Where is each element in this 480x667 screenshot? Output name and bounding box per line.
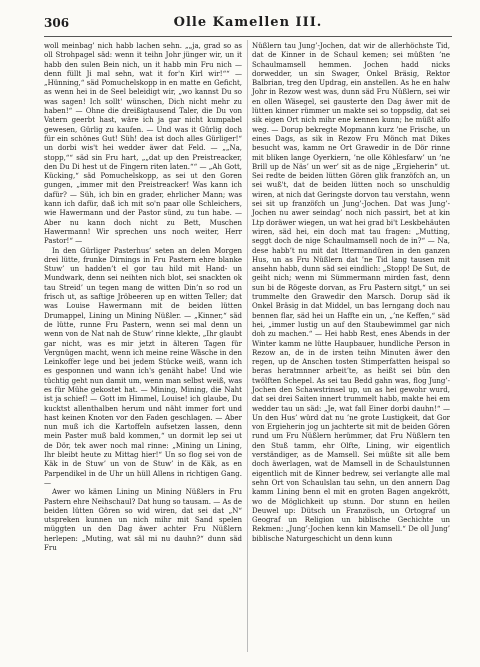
paragraph: Nüßlern tau Jung’-Jochen, dat wir de allerhöchste Tid, dat de Kinner in de Schaul kemen; sei müßten ’ne Schaulmamsell hemmen. Jochen hadd nicks dorwedder, un sin Swager, Onkel Bräsig, Rektor Balbrian, treg den Updrag, ein anstellen. As he en halw Johr in Rezow west was, dunn säd Fru Nüßlern, sei wir en ollen Wäsegel, sei gausterte den Dag äwer mit de lütten kinner rümmer un makte sei so toppsdig, dat sei sik eigen Ort nich mihr ene kennen kunn; he müßt alfo weg. — Dorup bekregte Mopmann kurz ’ne Frische, un eines Dags, as sik in Rezow Fru Mönch mat Dikes besucht was, kamm ne Ort Grawedir in de Dör rinne mit bliken lange Oyerkiern, ’ne olle Köhlesfarw’ un ’ne Brill up de Näs’ un wer’ sit as de nige „Ergieherin“ ut. Sei redte de beiden lütten Gören glik franzöfch an, un sei wuß't, dat de beiden lütten noch so unschuldig wiren, at nich dat Geringste dorvon tau verstahn, wenn sei sit up franzöfch un Jung’-Jochen. Dat was Jung’-Jochen nu awer seindag’ noch nich passirt, bet at kin Ltp doräwer wiegen, un wat hei grad bi't Leskbehäuten wiren, säd hei, ein doch mat tau fragen: „Mutting, seggt doch de nige Schaulmamsell noch de in?“ — Na, dese habb’t nu mit dat Ittermandüren in den ganzen Hus, un as Fru Nüßlern dat ’ne Tid lang tausen mit ansehn habb, dunn säd sei eindlich: „Stopp! De Sut, de geiht nich; wenn mi Sümmermann mirden fast, denn sun bi de Rögeste dorvan, as Fru Pastern sitgt,“ un sei trummelte den Grawedir den Marsch. Dorup säd ik Onkel Bräsig in dat Middel, un bas Ierngang doch nau bennen flar, säd hei un Haffte ein un, „’ne Keffen,“ säd hei, „immer lustig un auf den Staubewimmel gar nich doh zu machen.“ — Hei habb Rest, enes Abends in der Winter kamm ne lütte Haupbauer, hundliche Person in Rezow an, de in de irsten teihn Minuten äwer den regen, up de Anschen tosten Stimperfatten heispal so beras heratmnner arbeit’te, as heißt sei bün den twölften Schepel. As sei tau Bedd gahn was, flog Jung’-Jochen den Schawstrinsel up, un as hei gewohr wurd, dat sei drei Saiten innert trummelt habb, makte hei em wedder tau un säd: „Je, wat fall Einer dorbi dauhn!“ — Un den Hus’ würd dat nu ’ne grote Lustigkeit, dat Gor von Ergieherin jog un jachterte sit mit de beiden Gören rund um Fru Nüßlern herümmer, dat Fru Nüßlern ten den Stuß tamm, ehr Olfte, Lining, wir eigentlich verständiger, as de Mamsell. Sei müßte sit alle bem doch äwerlagen, wat de Mamsell in de Schaulstunnen eigentlich mit de Kinner bedrew, sei verlangte alle mal sehn Ort von Schaulslan tau sehn, un den annern Dag kamm Lining benn el mit en groten Bagen angekrött, wo de Möglichkeit up stunn. Dor stunn en heilen Deuwel up: Dütsch un Französch, un Ortograf un Geograf un Religion un biblische Gechichte un Rekmen: „Jung’-Jochen kenn kin Mamsell.“ De oll Jung’ biblische Naturgeschicht un denn kunn <box>252 42 450 543</box>
page-header <box>44 14 452 37</box>
right-column <box>252 42 450 544</box>
paragraph: Awer wo kämen Lining un Mining Nüßlers in Fru Pastern ehre Neihschaul? Dat hung so tausam. — As de beiden lütten Gören so wid wiren, dat sei dat „N“ utspreken kunnen un nich mihr mit Sand spelen müggten un den Dag äwer achter Fru Nüßlern herlepen: „Muting, wat säl mi nu dauhn?“ dunn säd Fru <box>44 488 242 553</box>
column-divider <box>247 40 248 652</box>
paragraph: woll meinbag’ nich habb lachen sehn. „„ja, grad so as oll Strohpagel säd: wenn it teihn Johr jünger wir, un it habb den sulen Bein nich, un it habb min Fru nich — denn füllt Ji mal sehn, wat it for'n Kirl wir!““ — „Hünning,“ säd Pomuchelskopp in en matte en Geficht, as wenn hei in de Seel beleidigt wir, „wo kannst Du so was sagen! Ich sollt' wünschen, Dich nicht mehr zu haben!“ — Ohne die dreißigtausend Taler, die Du von Vatern geerbt hast, wäre ich ja gar nicht kumpabel gewesen, Gürlig zu kaufen. — Und was it Gürlig doch für ein schönes Gut! Süh! dea ist doch alles Gürliger!“ un dorbi wis't hei wedder äwer dat Feld. — „„Na, stopp,““ säd sin Fru hart, „„dat up den Preistreacker, den Du Di hest ut de Fingern riten laten.““ — „Ah Gott, Kücking,“ säd Pomuchelskopp, as sei ut den Goren gungen, „immer mit den Preistreacker! Was kann ich dafür? — Süh, ich bin en grader, ehrlicher Mann; was kann ich dafür, daß ich mit so'n paar olle Schleichers, wie Hawermann und der Pastor sünd, zu tun habe. — Aber nu kann doch nicht zu Bett, Muschen Hawermann! Wir sprechen uns noch weiter, Herr Pastor!“ — <box>44 42 242 246</box>
left-column <box>44 42 242 553</box>
paragraph: In den Gürliger Pasterhus’ seten an delen Morgen drei lütte, frunke Dirnings in Fru Pastern ehre blanke Stuw’ un hadden’t el gor tau hild mit Hand- un Mundwark, denn sei neihten nich blot, sei snackten ok tau Streid’ un tegen mang de witten Din’n so rod un frisch ut, as saftige Jröbeeren up en witten Teller; dat was Louise Hawermann mit de beiden lütten Drumappel, Lining un Mining Nüßler. — „Kinner,“ säd de lütte, runne Fru Pastern, wenn sei mal denn un wenn von de Nat nah de Stuw’ rinne klekte, „Ihr glaubt gar nicht, was es mir jetzt in älteren Tagen für Vergnügen macht, wenn ich meine reine Wäsche in den Leinkoffer lege und bei jedem Stücke weiß, wann ich es gesponnen und wann ich's genäht habe! Und wie tüchtig geht nun damit um, wenn man selbst weiß, was es für Mühe gekostet hat. — Mining, Mining, die Naht ist ja schief! — Gott im Himmel, Louise! ich glaube, Du kucktst allenthalben herum und näht immer fort und hast keinen Knoten vor den Faden geschlagen. — Aber nun muß ich die Kartoffeln aufsetzen lassen, denn mein Paster muß bald kommen,“ un dormit lep sei ut de Dör, tek awer noch mal rinne: „Mining un Lining, Ihr bleibt heute zu Mittag hier!“ Un so flog sei von de Käk in de Stuw’ un von de Stuw’ in de Käk, as en Parpendikel in de Uhr un hüll Allens in richtigen Gang. — <box>44 246 242 487</box>
running-title: Olle Kamellen III. <box>173 15 323 30</box>
page-number: 306 <box>44 16 70 30</box>
